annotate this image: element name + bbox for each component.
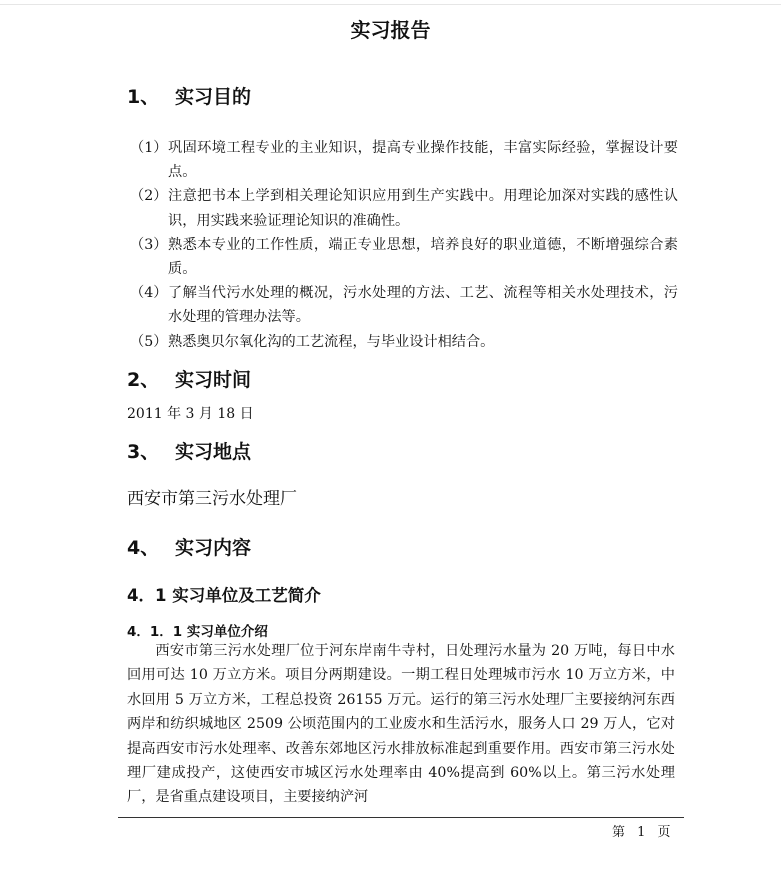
list-item-text: 熟悉本专业的工作性质，端正专业思想，培养良好的职业道德，不断增强综合素质。	[168, 236, 678, 278]
subsection-heading: 4．1 实习单位及工艺简介	[127, 586, 321, 605]
list-item	[130, 233, 678, 281]
page-number: 第 1 页	[612, 825, 671, 840]
top-border	[0, 4, 781, 5]
list-item	[130, 281, 678, 329]
list-item-text: 熟悉奥贝尔氧化沟的工艺流程，与毕业设计相结合。	[168, 333, 495, 350]
section-title: 实习时间	[175, 369, 252, 391]
list-item-text: 了解当代污水处理的概况，污水处理的方法、工艺、流程等相关水处理技术，污水处理的管理办法等。	[168, 285, 678, 326]
section-number: 1、	[127, 86, 160, 108]
list-marker: （1）	[130, 140, 168, 156]
section-heading-3	[127, 437, 251, 464]
section-heading-4	[127, 533, 251, 560]
objectives-list	[130, 136, 678, 354]
section-number: 2、	[127, 369, 160, 391]
list-marker: （2）	[130, 188, 168, 205]
internship-location: 西安市第三污水处理厂	[127, 489, 297, 509]
document-title: 实习报告	[350, 18, 431, 42]
list-marker: （4）	[130, 285, 168, 302]
list-item	[130, 136, 678, 184]
section-title: 实习地点	[175, 441, 252, 463]
list-item	[130, 184, 678, 232]
subsubsection-heading: 4．1．1 实习单位介绍	[127, 624, 268, 640]
list-marker: （3）	[130, 236, 168, 253]
internship-date: 2011 年 3 月 18 日	[127, 406, 254, 422]
section-number: 4、	[127, 537, 160, 559]
section-number: 3、	[127, 441, 160, 463]
body-paragraph: 西安市第三污水处理厂位于河东岸南牛寺村，日处理污水量为 20 万吨，每日中水回用可达 10 万立方米。项目分两期建设。一期工程日处理城市污水 10 万立方米，中水回用 5 万立方米，工程总投资 26155 万元。运行的第三污水处理厂主要接纳河东西两岸和纺织城地区 2509 公顷范围内的工业废水和生活污水，服务人口 29 万人，它对提高西安市污水处理率、改善东郊地区污水排放标准起到重要作用。西安市第三污水处理厂建成投产，这使西安市城区污水处理率由 40%提高到 60%以上。第三污水处理厂，是省重点建设项目，主要接纳浐河	[127, 643, 675, 806]
list-marker: （5）	[130, 333, 168, 350]
section-title: 实习内容	[175, 537, 252, 559]
list-item	[130, 330, 678, 354]
section-heading-1	[127, 82, 251, 109]
section-heading-2	[127, 365, 251, 392]
section-title: 实习目的	[175, 86, 252, 108]
list-item-text: 巩固环境工程专业的主业知识，提高专业操作技能，丰富实际经验，掌握设计要点。	[168, 140, 678, 181]
footer-divider	[118, 817, 684, 818]
list-item-text: 注意把书本上学到相关理论知识应用到生产实践中。用理论加深对实践的感性认识，用实践来验证理论知识的准确性。	[168, 188, 678, 229]
